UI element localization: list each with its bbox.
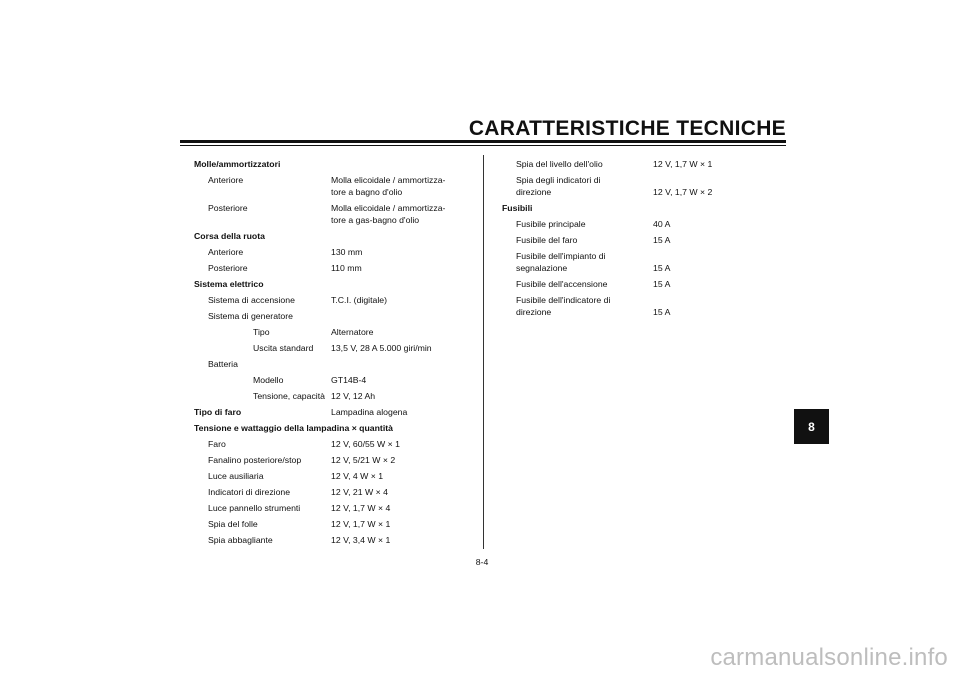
spec-label: Luce ausiliaria (208, 471, 264, 481)
spec-label: Batteria (208, 359, 238, 369)
spec-value: 12 V, 1,7 W × 1 (331, 519, 391, 529)
header-rule-thick (180, 140, 786, 143)
header-rule-thin (180, 145, 786, 146)
spec-label: Posteriore (208, 203, 248, 213)
spec-label: Spia degli indicatori di direzione (516, 175, 601, 197)
spec-value: 12 V, 1,7 W × 1 (653, 159, 713, 169)
spec-value: 12 V, 4 W × 1 (331, 471, 384, 481)
spec-value: 12 V, 1,7 W × 4 (331, 503, 391, 513)
spec-value: Lampadina alogena (331, 407, 408, 417)
spec-label: Fusibile del faro (516, 235, 578, 245)
spec-label: Tipo di faro (194, 407, 242, 417)
spec-value: 12 V, 5/21 W × 2 (331, 455, 396, 465)
section-tab: 8 (794, 409, 829, 444)
spec-value: 12 V, 1,7 W × 2 (653, 186, 713, 197)
spec-value: 40 A (653, 219, 671, 229)
spec-label: Spia del livello dell'olio (516, 159, 603, 169)
watermark: carmanualsonline.info (710, 644, 948, 671)
spec-value: 12 V, 21 W × 4 (331, 487, 388, 497)
spec-value: GT14B-4 (331, 375, 367, 385)
column-divider (483, 155, 484, 549)
spec-label: Sistema di accensione (208, 295, 295, 305)
spec-label: Fusibile dell'accensione (516, 279, 608, 289)
spec-label: Faro (208, 439, 226, 449)
spec-label: Tipo (253, 327, 270, 337)
spec-label: Anteriore (208, 175, 244, 185)
spec-label: Fanalino posteriore/stop (208, 455, 302, 465)
spec-label: Uscita standard (253, 343, 314, 353)
spec-value: 130 mm (331, 247, 363, 257)
spec-label: Sistema di generatore (208, 311, 293, 321)
spec-label: Fusibile principale (516, 219, 586, 229)
spec-value: Molla elicoidale / ammortizza- tore a gas-bagno d'olio (331, 203, 446, 225)
spec-value: 12 V, 12 Ah (331, 391, 376, 401)
spec-label: Fusibile dell'indicatore di direzione (516, 295, 611, 317)
spec-value: 12 V, 60/55 W × 1 (331, 439, 400, 449)
spec-label: Corsa della ruota (194, 231, 265, 241)
spec-label: Sistema elettrico (194, 279, 264, 289)
spec-value: Alternatore (331, 327, 374, 337)
page-title: CARATTERISTICHE TECNICHE (468, 117, 786, 140)
spec-label: Posteriore (208, 263, 248, 273)
spec-label: Anteriore (208, 247, 244, 257)
spec-label: Molle/ammortizzatori (194, 159, 281, 169)
spec-value: 13,5 V, 28 A 5.000 giri/min (331, 343, 432, 353)
spec-value: 15 A (653, 279, 671, 289)
spec-label: Modello (253, 375, 284, 385)
spec-value: T.C.I. (digitale) (331, 295, 388, 305)
spec-label: Fusibile dell'impianto di segnalazione (516, 251, 606, 273)
spec-label: Tensione, capacità (253, 391, 325, 401)
spec-value: 110 mm (331, 263, 362, 273)
spec-label: Indicatori di direzione (208, 487, 291, 497)
page-number: 8-4 (475, 557, 489, 567)
spec-value: 12 V, 3,4 W × 1 (331, 535, 391, 545)
spec-label: Spia del folle (208, 519, 258, 529)
spec-label: Fusibili (502, 203, 533, 213)
spec-label: Tensione e wattaggio della lampadina × quantità (194, 423, 393, 433)
spec-label: Luce pannello strumenti (208, 503, 301, 513)
spec-value: 15 A (653, 306, 671, 317)
spec-value: 15 A (653, 262, 671, 273)
spec-value: Molla elicoidale / ammortizza- tore a bagno d'olio (331, 175, 446, 197)
spec-value: 15 A (653, 235, 671, 245)
spec-label: Spia abbagliante (208, 535, 273, 545)
